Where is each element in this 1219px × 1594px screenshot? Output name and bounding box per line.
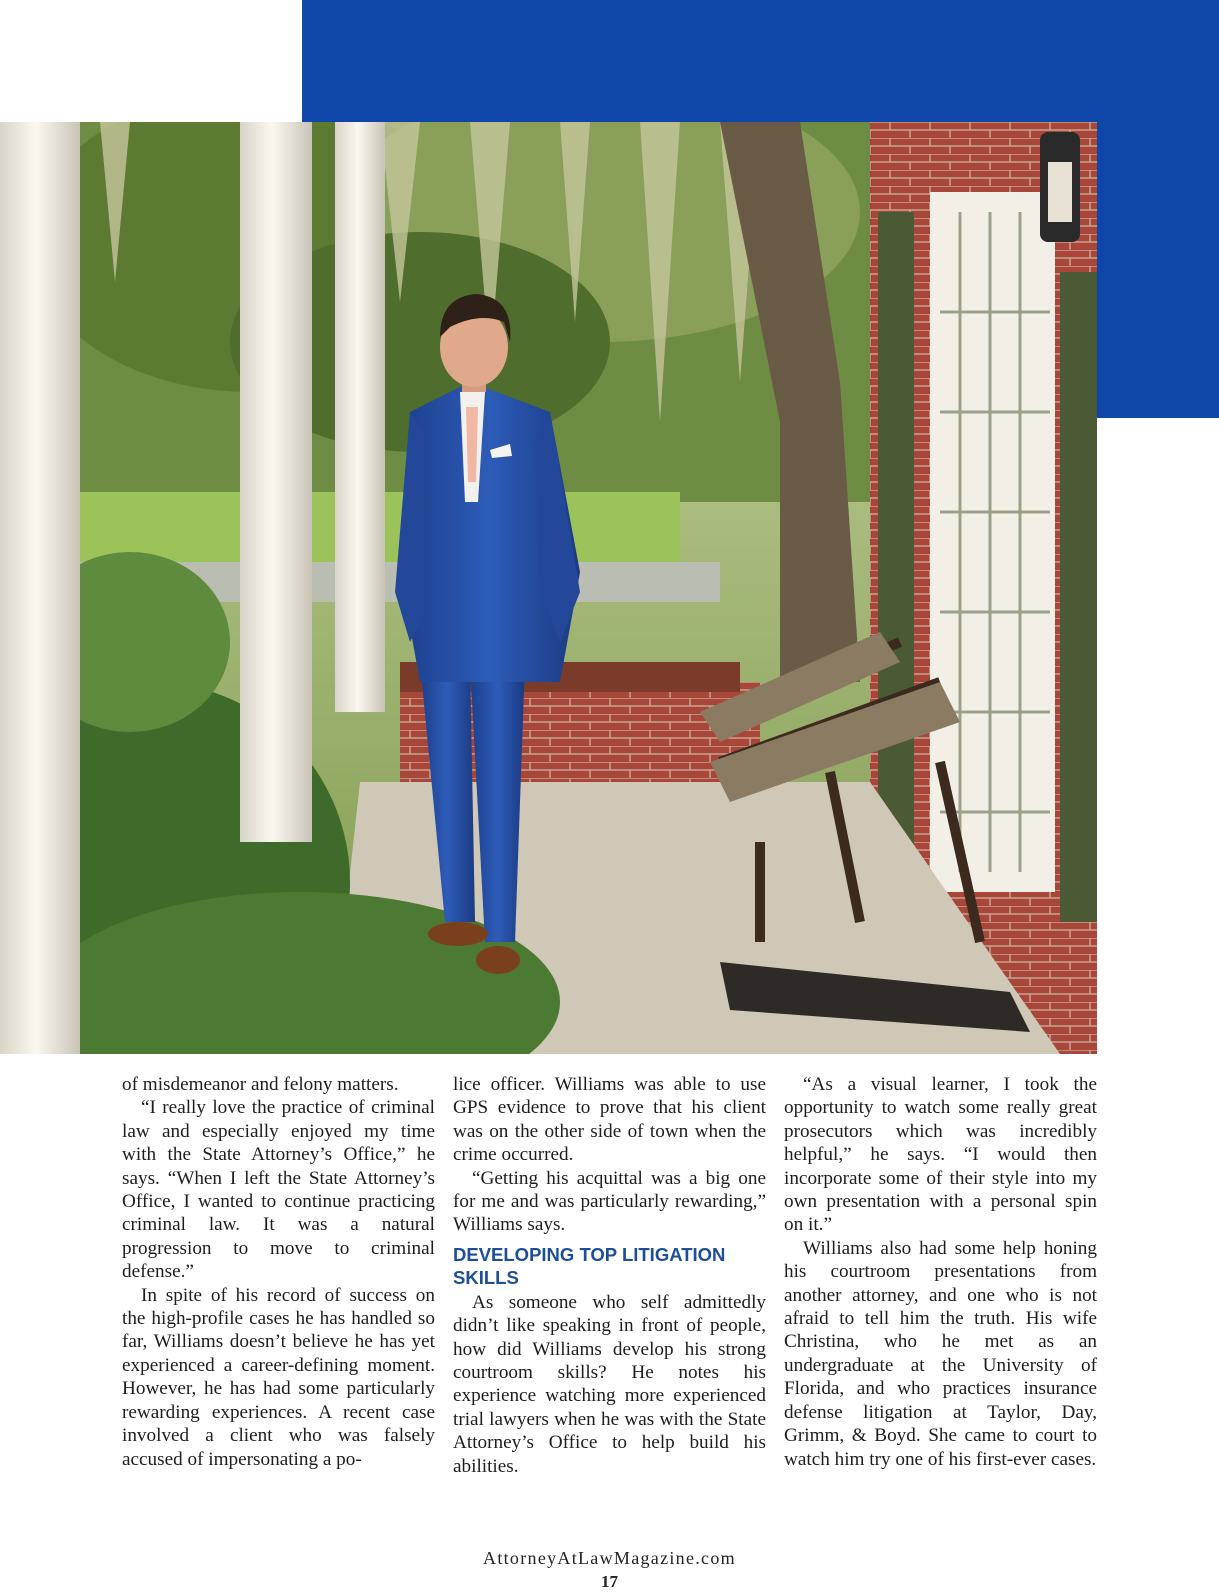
paragraph: Williams also had some help honing his courtroom presentations from another attorney, and one who is not afraid to tell him the truth. His wife Christina, who he met as an undergraduate at the University of Florida, and who practices insurance defense litigation at Taylor, Day, Grimm, & Boyd. She came to court to watch him try one of his first-ever cases. — [784, 1237, 1097, 1470]
footer-website: AttorneyAtLawMagazine.com — [483, 1548, 736, 1568]
paragraph: of misdemeanor and felony matters. — [122, 1074, 399, 1095]
paragraph: “I really love the practice of criminal law and especially enjoyed my time with the State Attorney’s Office,” he says. “When I left the State Attorney’s Office, I wanted to continue practicing criminal law. It was a natural progression to move to criminal defense.” — [122, 1097, 435, 1283]
portrait-photo-illustration — [0, 122, 1097, 1054]
article-column-1 — [122, 1073, 435, 1471]
page-number: 17 — [601, 1572, 618, 1591]
paragraph: “Getting his acquittal was a big one for me and was particularly rewarding,” Williams says. — [453, 1167, 766, 1236]
portrait-photo — [0, 122, 1097, 1054]
paragraph: As someone who self admittedly didn’t like speaking in front of people, how did Williams develop his strong courtroom skills? He notes his experience watching more experienced trial lawyers when he was with the State Attorney’s Office to help build his abilities. — [453, 1291, 766, 1477]
article-column-3 — [784, 1073, 1097, 1471]
paragraph: “As a visual learner, I took the opportunity to watch some really great prosecutors which was incredibly helpful,” he says. “I would then incorporate some of their style into my own presentation with a personal spin on it.” — [784, 1074, 1097, 1236]
article-column-2 — [453, 1073, 766, 1478]
paragraph: In spite of his record of success on the high-profile cases he has handled so far, Williams doesn’t believe he has yet experienced a career-defining moment. However, he has had some particularly rewarding experiences. A recent case involved a client who was falsely accused of impersonating a po- — [122, 1284, 435, 1470]
paragraph: lice officer. Williams was able to use GPS evidence to prove that his client was on the other side of town when the crime occurred. — [453, 1074, 766, 1166]
section-subheading: DEVELOPING TOP LITIGATION SKILLS — [453, 1243, 726, 1288]
